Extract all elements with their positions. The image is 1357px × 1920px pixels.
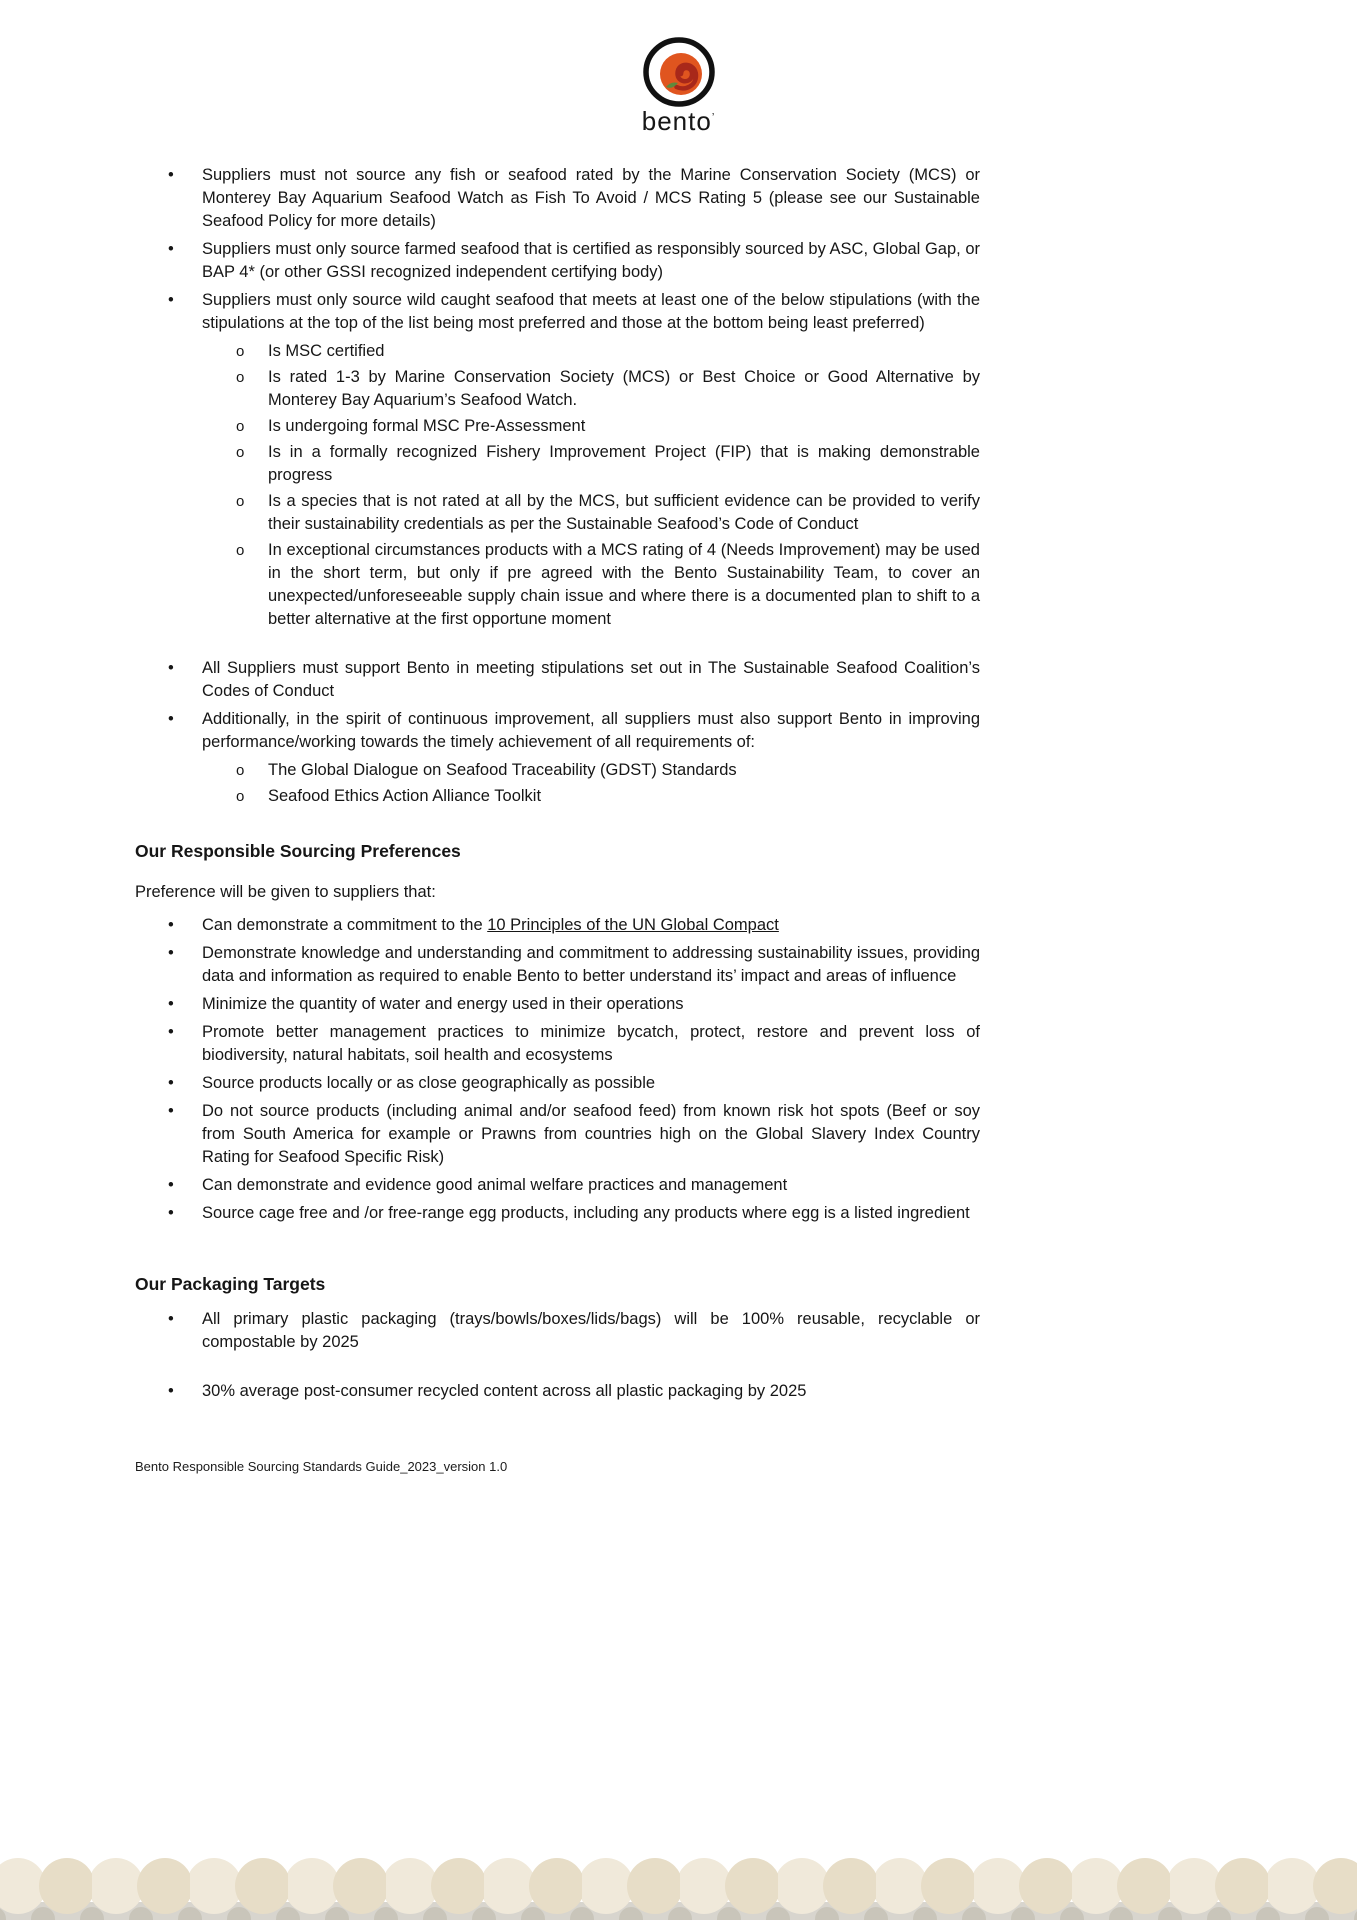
circle-marker: o (236, 369, 245, 386)
list-item (135, 759, 980, 782)
bullet-list (135, 1308, 980, 1403)
list-item-text (268, 490, 980, 536)
text-run: Is a species that is not rated at all by the MCS, but sufficient evidence can be provided to verify their sustainability credentials as per the Sustainable Seafood’s Code of Conduct (268, 492, 980, 533)
list-item (135, 366, 980, 412)
bullet-marker: • (168, 1023, 174, 1041)
list-item (135, 1308, 980, 1354)
list-item (135, 1072, 980, 1095)
list-item-text (202, 1100, 980, 1169)
text-run: Source cage free and /or free-range egg products, including any products where egg is a listed ingredient (202, 1204, 970, 1222)
list-item-text (202, 238, 980, 284)
list-item-text (268, 539, 980, 631)
text-run: Seafood Ethics Action Alliance Toolkit (268, 787, 542, 805)
bullet-marker: • (168, 291, 174, 309)
bullet-marker: • (168, 1176, 174, 1194)
text-run: All Suppliers must support Bento in meeting stipulations set out in The Sustainable Seafood Coalition’s Codes of Conduct (202, 659, 980, 700)
list-item (135, 708, 980, 754)
list-item-text (202, 1308, 980, 1354)
list-item (135, 238, 980, 284)
list-item-text (268, 415, 980, 438)
list-item (135, 539, 980, 631)
text-run: Suppliers must only source farmed seafood that is certified as responsibly sourced by ASC, Global Gap, or BAP 4* (or other GSSI recognized independent certifying body) (202, 240, 980, 281)
bullet-marker: • (168, 659, 174, 677)
text-run: Suppliers must only source wild caught seafood that meets at least one of the below stipulations (with the stipulations at the top of the list being most preferred and those at the bottom being least preferred) (202, 291, 980, 332)
list-item-text (202, 914, 980, 937)
list-item-text (268, 759, 980, 782)
bullet-list (135, 914, 980, 1225)
text-run: In exceptional circumstances products with a MCS rating of 4 (Needs Improvement) may be used in the short term, but only if pre agreed with the Bento Sustainability Team, to cover an unexpected/unforeseeable supply chain issue and where there is a documented plan to shift to a better alternative at the first opportune moment (268, 541, 980, 628)
text-run: Is rated 1-3 by Marine Conservation Society (MCS) or Best Choice or Good Alternative by Monterey Bay Aquarium’s Seafood Watch. (268, 368, 980, 409)
list-item (135, 1021, 980, 1067)
bullet-marker: • (168, 710, 174, 728)
section-heading: Our Responsible Sourcing Preferences (135, 841, 461, 861)
circle-marker: o (236, 542, 245, 559)
list-item (135, 914, 980, 937)
bento-logo-icon (635, 36, 723, 110)
list-item (135, 942, 980, 988)
list-item-text (202, 942, 980, 988)
document-footer-text: Bento Responsible Sourcing Standards Guide_2023_version 1.0 (135, 1459, 508, 1474)
list-item (135, 1380, 980, 1403)
list-item-text (202, 708, 980, 754)
bullet-marker: • (168, 995, 174, 1013)
circle-marker: o (236, 493, 245, 510)
paragraph: Preference will be given to suppliers that: (135, 883, 436, 901)
list-item-text (268, 340, 980, 363)
text-run: Can demonstrate and evidence good animal welfare practices and management (202, 1176, 788, 1194)
list-item (135, 490, 980, 536)
text-run: Suppliers must not source any fish or seafood rated by the Marine Conservation Society (MCS) or Monterey Bay Aquarium Seafood Watch as Fish To Avoid / MCS Rating 5 (please see our Sustainable Seafood Policy for more details) (202, 166, 980, 230)
list-item-text (202, 993, 980, 1016)
section-heading: Our Packaging Targets (135, 1274, 326, 1294)
bullet-marker: • (168, 240, 174, 258)
list-item (135, 441, 980, 487)
list-item (135, 415, 980, 438)
list-item (135, 164, 980, 233)
text-run: Can demonstrate a commitment to the (202, 916, 488, 934)
list-item-text (202, 657, 980, 703)
scallop-border-decoration (0, 1840, 1357, 1920)
text-run: Is undergoing formal MSC Pre-Assessment (268, 417, 586, 435)
bullet-marker: • (168, 1382, 174, 1400)
list-item-text (268, 366, 980, 412)
brand-text: bento (641, 106, 712, 136)
text-run: Additionally, in the spirit of continuous improvement, all suppliers must also support Bento in improving performance/working towards the timely achievement of all requirements of: (202, 710, 980, 751)
bullet-marker: • (168, 944, 174, 962)
text-run: Do not source products (including animal and/or seafood feed) from known risk hot spots (Beef or soy from South America for example or Prawns from countries high on the Global Slavery Index Country Rating for Seafood Specific Risk) (202, 1102, 980, 1166)
circle-marker: o (236, 788, 245, 805)
list-item-text (202, 1072, 980, 1095)
trademark-mark: ’ (711, 111, 716, 124)
bullet-marker: • (168, 1074, 174, 1092)
circle-marker: o (236, 418, 245, 435)
document-content (135, 150, 980, 1476)
bullet-marker: • (168, 916, 174, 934)
text-run: The Global Dialogue on Seafood Traceability (GDST) Standards (268, 761, 737, 779)
text-run: Demonstrate knowledge and understanding and commitment to addressing sustainability issues, providing data and information as required to enable Bento to better understand its’ impact and areas of influence (202, 944, 980, 985)
list-item-text (202, 1174, 980, 1197)
list-item-text (268, 441, 980, 487)
list-item (135, 289, 980, 335)
list-item (135, 993, 980, 1016)
list-item-text (202, 1021, 980, 1067)
brand-name (0, 108, 1357, 134)
text-run: All primary plastic packaging (trays/bowls/boxes/lids/bags) will be 100% reusable, recyclable or compostable by 2025 (202, 1310, 980, 1351)
logo (0, 36, 1357, 134)
list-item (135, 1174, 980, 1197)
bullet-marker: • (168, 1310, 174, 1328)
list-item-text (202, 289, 980, 335)
bullet-marker: • (168, 166, 174, 184)
list-item (135, 1100, 980, 1169)
list-item (135, 785, 980, 808)
bullet-marker: • (168, 1204, 174, 1222)
text-run: 30% average post-consumer recycled content across all plastic packaging by 2025 (202, 1382, 807, 1400)
circle-marker: o (236, 343, 245, 360)
bullet-list (135, 164, 980, 808)
list-item-text (202, 1380, 980, 1403)
content-blocks (135, 150, 980, 1403)
list-item-text (202, 164, 980, 233)
list-item-text (202, 1202, 980, 1225)
text-run: Is in a formally recognized Fishery Improvement Project (FIP) that is making demonstrable progress (268, 443, 980, 484)
link-un-global-compact[interactable]: 10 Principles of the UN Global Compact (487, 916, 779, 934)
list-item (135, 657, 980, 703)
text-run: Is MSC certified (268, 342, 385, 360)
text-run: Promote better management practices to minimize bycatch, protect, restore and prevent loss of biodiversity, natural habitats, soil health and ecosystems (202, 1023, 980, 1064)
circle-marker: o (236, 444, 245, 461)
list-item-text (268, 785, 980, 808)
list-item (135, 1202, 980, 1225)
circle-marker: o (236, 762, 245, 779)
bullet-marker: • (168, 1102, 174, 1120)
list-item (135, 340, 980, 363)
text-run: Minimize the quantity of water and energy used in their operations (202, 995, 684, 1013)
text-run: Source products locally or as close geographically as possible (202, 1074, 656, 1092)
